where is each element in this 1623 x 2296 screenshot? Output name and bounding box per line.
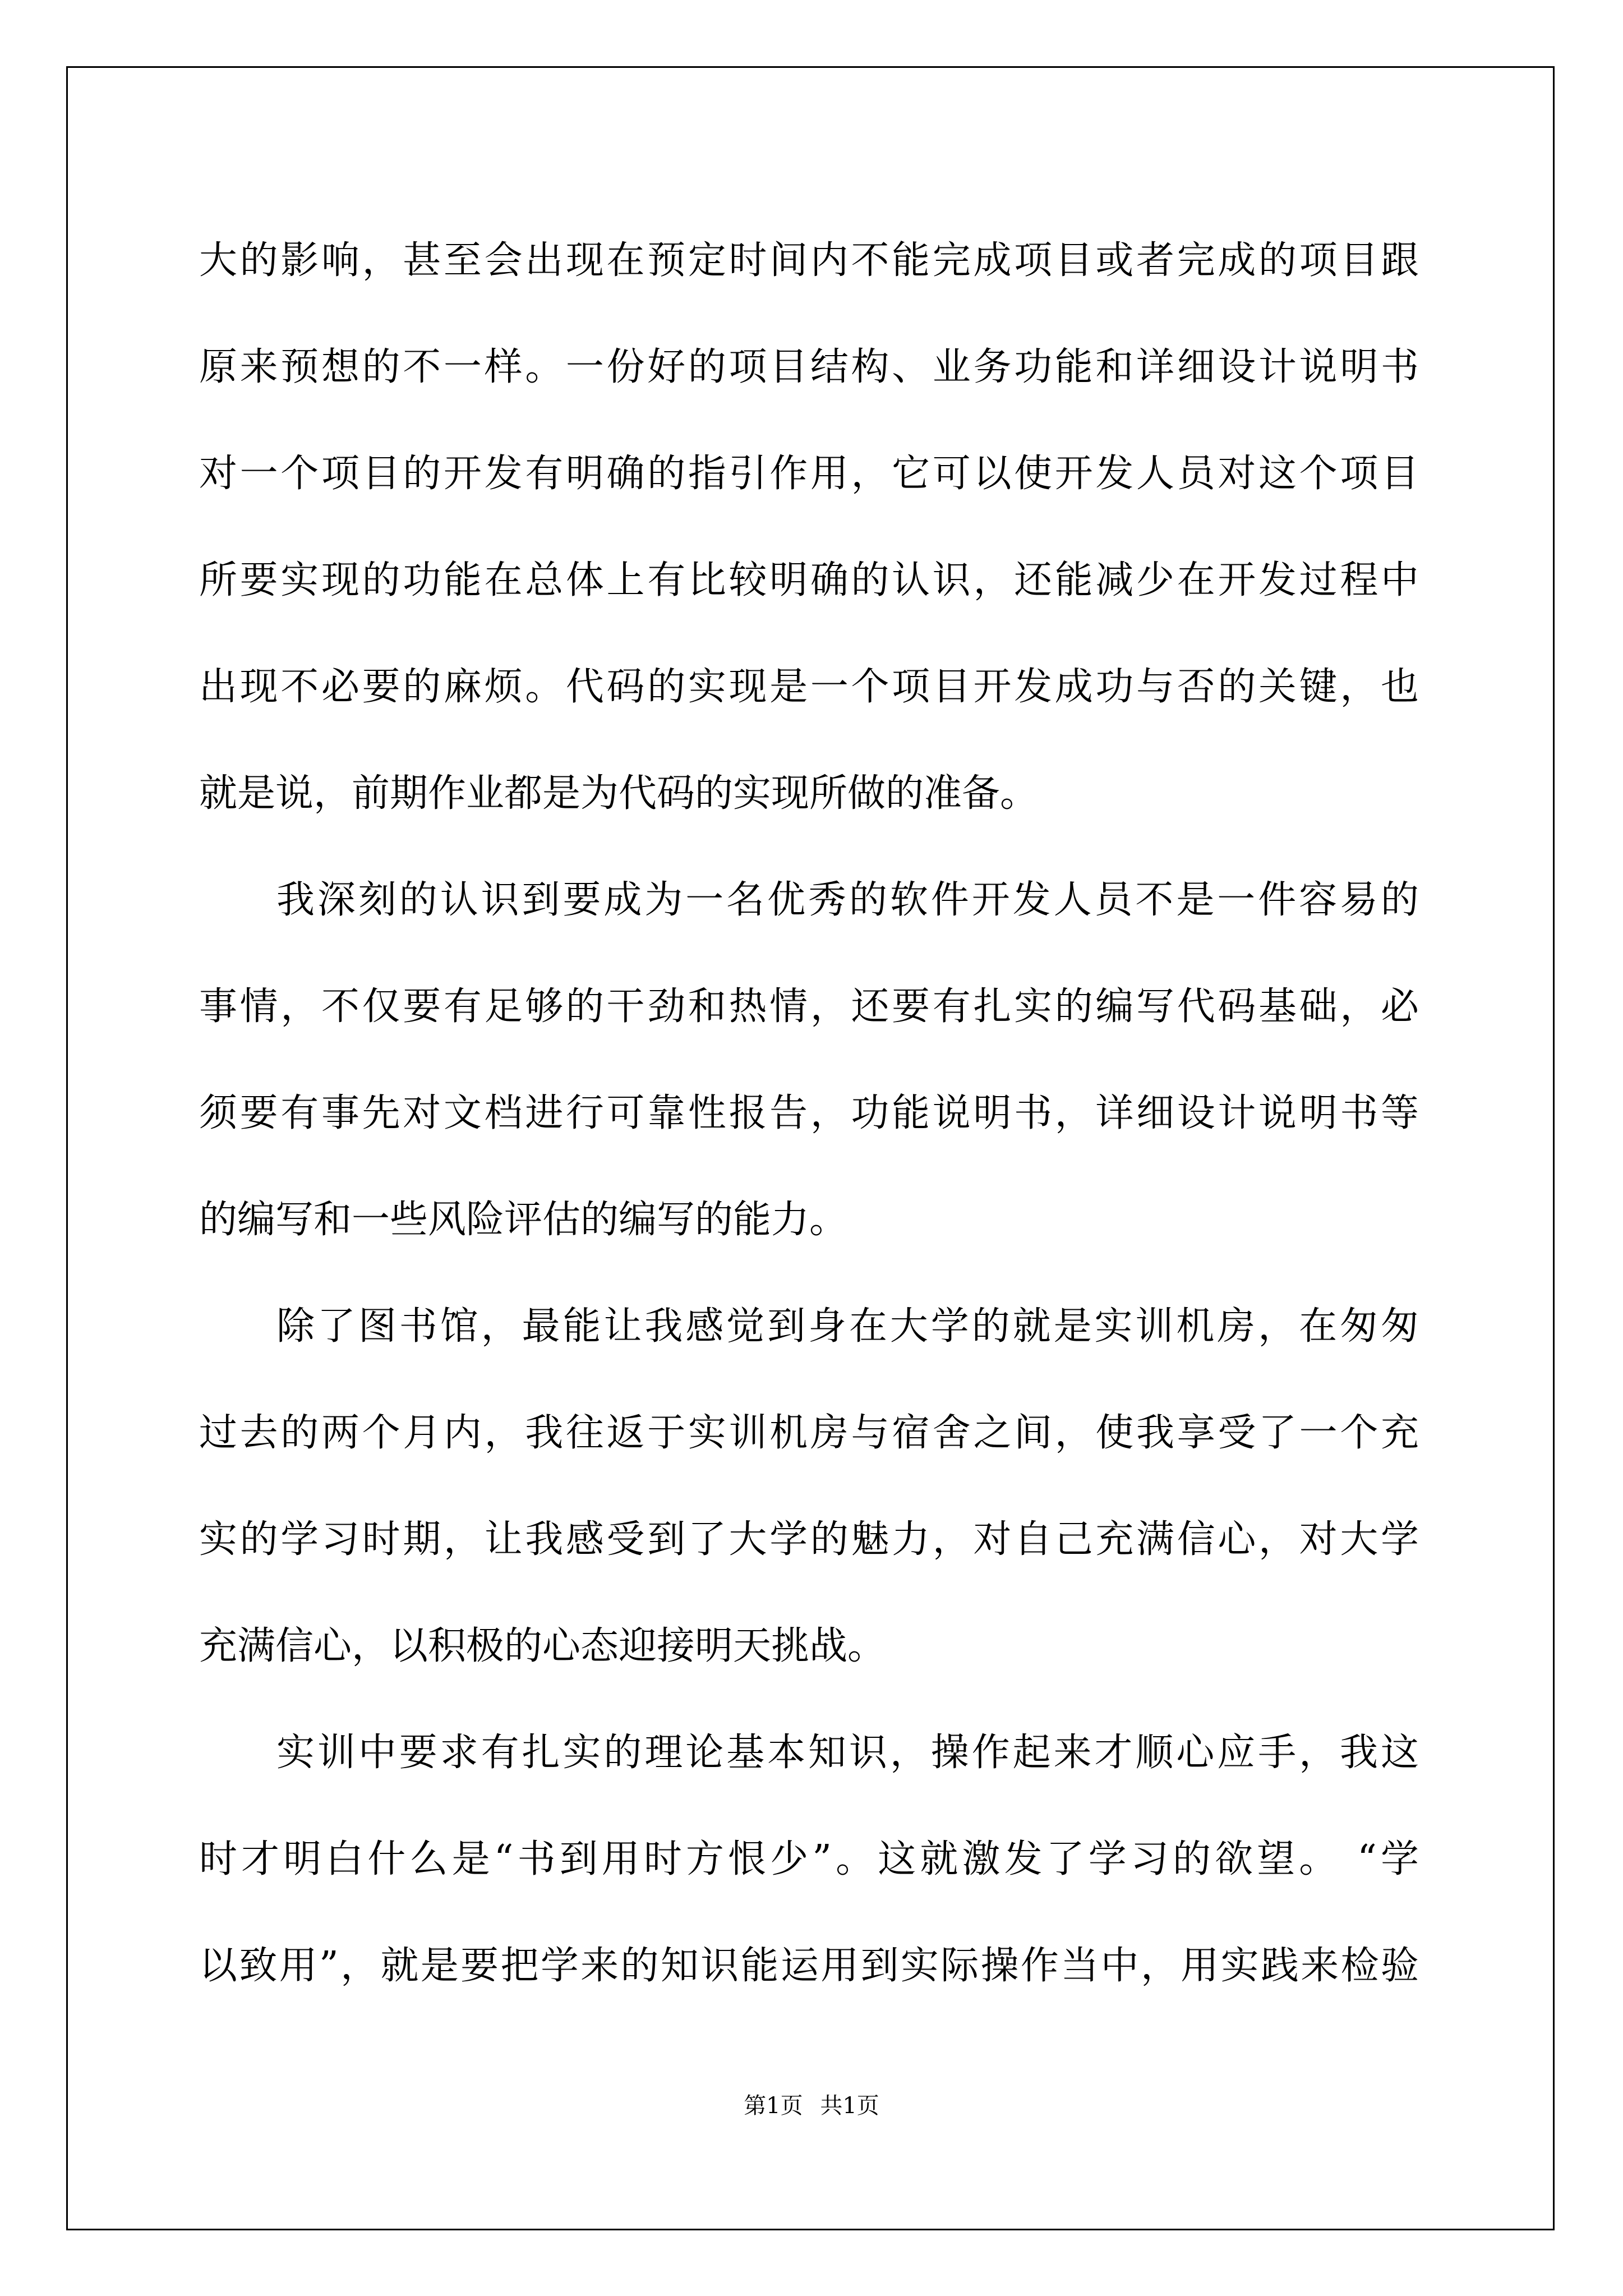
text-line: 就是说，前期作业都是为代码的实现所做的准备。 bbox=[199, 771, 1039, 816]
text-line: 大的影响，甚至会出现在预定时间内不能完成项目或者完成的项目跟 bbox=[199, 238, 1419, 283]
document-body bbox=[199, 208, 1419, 2019]
text-line: 所要实现的功能在总体上有比较明确的认识，还能减少在开发过程中 bbox=[199, 558, 1419, 602]
text-line: 对一个项目的开发有明确的指引作用，它可以使开发人员对这个项目 bbox=[199, 452, 1419, 496]
text-line: 出现不必要的麻烦。代码的实现是一个项目开发成功与否的关键，也 bbox=[199, 665, 1419, 709]
text-line: 过去的两个月内，我往返于实训机房与宿舍之间，使我享受了一个充 bbox=[199, 1411, 1419, 1455]
text-line: 实的学习时期，让我感受到了大学的魅力，对自己充满信心，对大学 bbox=[199, 1517, 1419, 1562]
text-line: 须要有事先对文档进行可靠性报告，功能说明书，详细设计说明书等 bbox=[199, 1091, 1419, 1135]
text-line: 原来预想的不一样。一份好的项目结构、业务功能和详细设计说明书 bbox=[199, 345, 1419, 389]
paragraph-first-line: 实训中要求有扎实的理论基本知识，操作起来才顺心应手，我这 bbox=[276, 1731, 1419, 1775]
text-line: 充满信心，以积极的心态迎接明天挑战。 bbox=[199, 1624, 886, 1668]
text-line: 的编写和一些风险评估的编写的能力。 bbox=[199, 1198, 848, 1242]
text-line: 事情，不仅要有足够的干劲和热情，还要有扎实的编写代码基础，必 bbox=[199, 984, 1419, 1029]
paragraph-first-line: 我深刻的认识到要成为一名优秀的软件开发人员不是一件容易的 bbox=[276, 878, 1419, 922]
text-line: 以致用”，就是要把学来的知识能运用到实际操作当中，用实践来检验 bbox=[199, 1944, 1419, 1988]
page-footer: 第1页 共1页 bbox=[744, 2093, 879, 2119]
paragraph-first-line: 除了图书馆，最能让我感觉到身在大学的就是实训机房，在匆匆 bbox=[276, 1304, 1419, 1349]
text-line: 时才明白什么是“书到用时方恨少”。这就激发了学习的欲望。 “学 bbox=[199, 1837, 1419, 1881]
